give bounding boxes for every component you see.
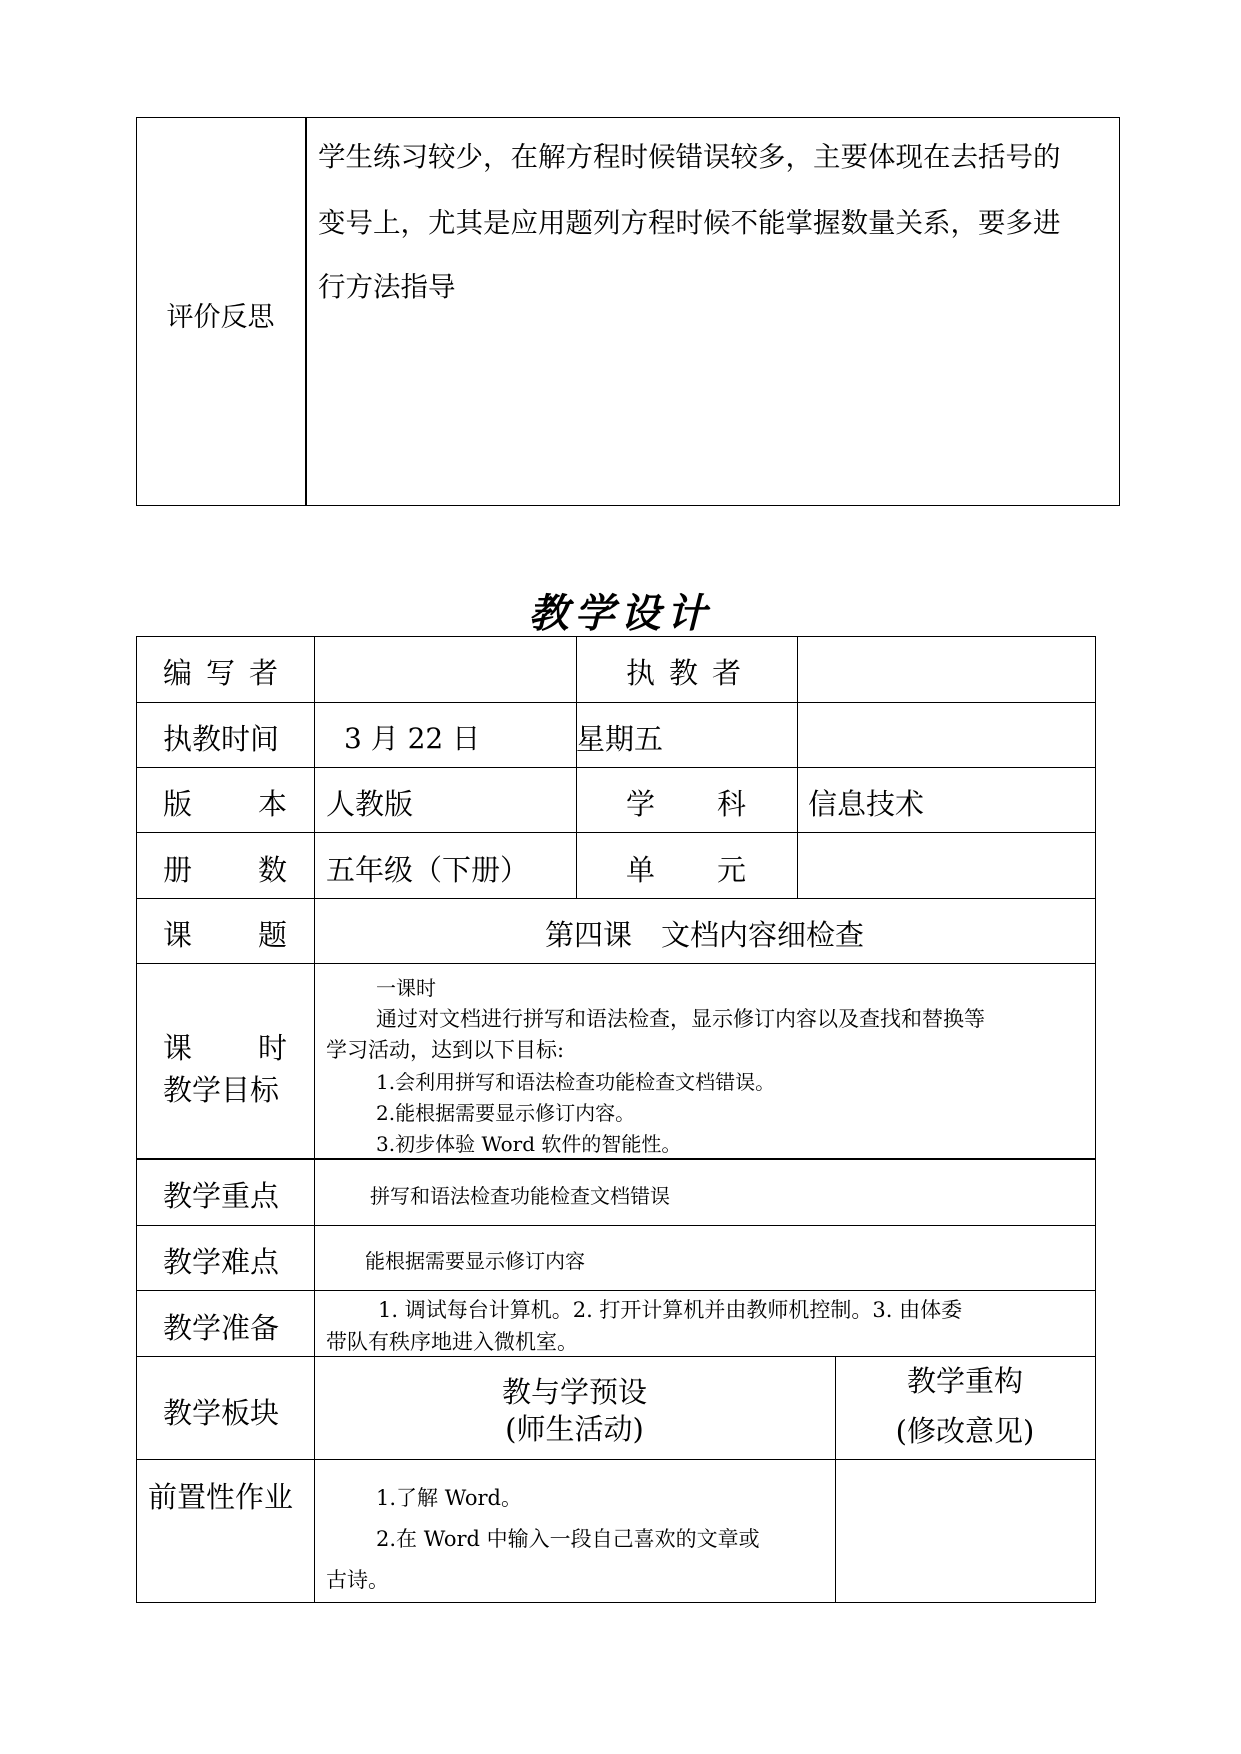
goal-line: 1.会利用拼写和语法检查功能检查文档错误。 [376, 1070, 776, 1094]
table-border [136, 1158, 1096, 1160]
goal-line: 2.能根据需要显示修订内容。 [376, 1101, 636, 1125]
table-border [136, 636, 1096, 637]
table-border [1119, 117, 1120, 505]
homework-line: 2.在 Word 中输入一段自己喜欢的文章或 [376, 1527, 760, 1551]
table-border [136, 702, 1096, 703]
teacher-label: 执教者 [626, 656, 756, 690]
table-border [136, 767, 1096, 768]
goal-label-1 [163, 1026, 287, 1067]
edition-label [163, 782, 287, 823]
prep-line: 带队有秩序地进入微机室。 [326, 1330, 578, 1354]
table-border [136, 963, 1096, 964]
table-border [136, 1225, 1096, 1226]
table-border [136, 1356, 1096, 1357]
volume-label-char: 数 [257, 853, 287, 887]
goal-line: 学习活动，达到以下目标: [326, 1038, 565, 1062]
table-border [305, 117, 307, 505]
unit-label [626, 848, 746, 889]
table-border [1095, 636, 1096, 1602]
reflection-label: 评价反思 [166, 302, 275, 333]
rebuild-header: 教学重构 [906, 1364, 1023, 1398]
author-label: 编写者 [163, 656, 293, 690]
volume-label-char: 册 [163, 853, 193, 887]
plan-subheader: (师生活动) [505, 1412, 644, 1446]
homework-label: 前置性作业 [148, 1480, 294, 1514]
table-border [576, 636, 577, 898]
difficulty-label: 教学难点 [163, 1245, 280, 1279]
module-label: 教学板块 [163, 1396, 280, 1430]
goal-line: 通过对文档进行拼写和语法检查，显示修订内容以及查找和替换等 [376, 1007, 985, 1031]
lesson-label-char: 题 [257, 918, 287, 952]
goal-line: 3.初步体验 Word 软件的智能性。 [376, 1132, 682, 1156]
reflection-line: 变号上，尤其是应用题列方程时候不能掌握数量关系，要多进 [318, 207, 1061, 239]
difficulty-value: 能根据需要显示修订内容 [365, 1249, 585, 1273]
prep-label: 教学准备 [163, 1311, 280, 1345]
key-point-label: 教学重点 [163, 1179, 280, 1213]
weekday-value: 星期五 [576, 722, 664, 756]
rebuild-subheader: (修改意见) [895, 1414, 1035, 1448]
edition-label-char: 版 [163, 787, 193, 821]
table-border [136, 1602, 1096, 1603]
lesson-value: 第四课 文档内容细检查 [544, 918, 864, 952]
prep-line: 1. 调试每台计算机。2. 打开计算机并由教师机控制。3. 由体委 [378, 1298, 963, 1322]
homework-line: 1.了解 Word。 [376, 1486, 522, 1510]
subject-label-char: 学 [626, 787, 656, 821]
table-border [136, 1290, 1096, 1291]
table-border [797, 636, 798, 898]
page-title: 教学设计 [528, 590, 713, 637]
goal-label-char: 课 [163, 1031, 193, 1065]
goal-label-char: 时 [257, 1031, 287, 1065]
time-label: 执教时间 [163, 722, 280, 756]
table-border [136, 117, 1120, 118]
lesson-label-char: 课 [163, 918, 193, 952]
table-border [136, 832, 1096, 833]
volume-value: 五年级（下册） [326, 853, 530, 887]
table-border [136, 1459, 1096, 1460]
volume-label [163, 848, 287, 889]
unit-label-char: 单 [626, 853, 656, 887]
subject-value: 信息技术 [808, 787, 925, 821]
plan-header: 教与学预设 [501, 1375, 647, 1409]
key-point-value: 拼写和语法检查功能检查文档错误 [370, 1184, 670, 1208]
time-value: 3 月 22 日 [344, 722, 481, 755]
subject-label [626, 782, 746, 823]
lesson-label [163, 913, 287, 954]
goal-label-2: 教学目标 [163, 1073, 280, 1107]
goal-line: 一课时 [376, 976, 436, 1000]
table-border [136, 898, 1096, 899]
table-border [136, 636, 137, 1602]
reflection-line: 学生练习较少，在解方程时候错误较多，主要体现在去括号的 [318, 141, 1061, 173]
edition-label-char: 本 [257, 787, 287, 821]
reflection-line: 行方法指导 [318, 271, 456, 303]
homework-line: 古诗。 [326, 1568, 389, 1592]
table-border [136, 505, 1120, 506]
table-border [314, 636, 315, 1602]
subject-label-char: 科 [716, 787, 746, 821]
unit-label-char: 元 [716, 853, 746, 887]
edition-value: 人教版 [326, 787, 414, 821]
